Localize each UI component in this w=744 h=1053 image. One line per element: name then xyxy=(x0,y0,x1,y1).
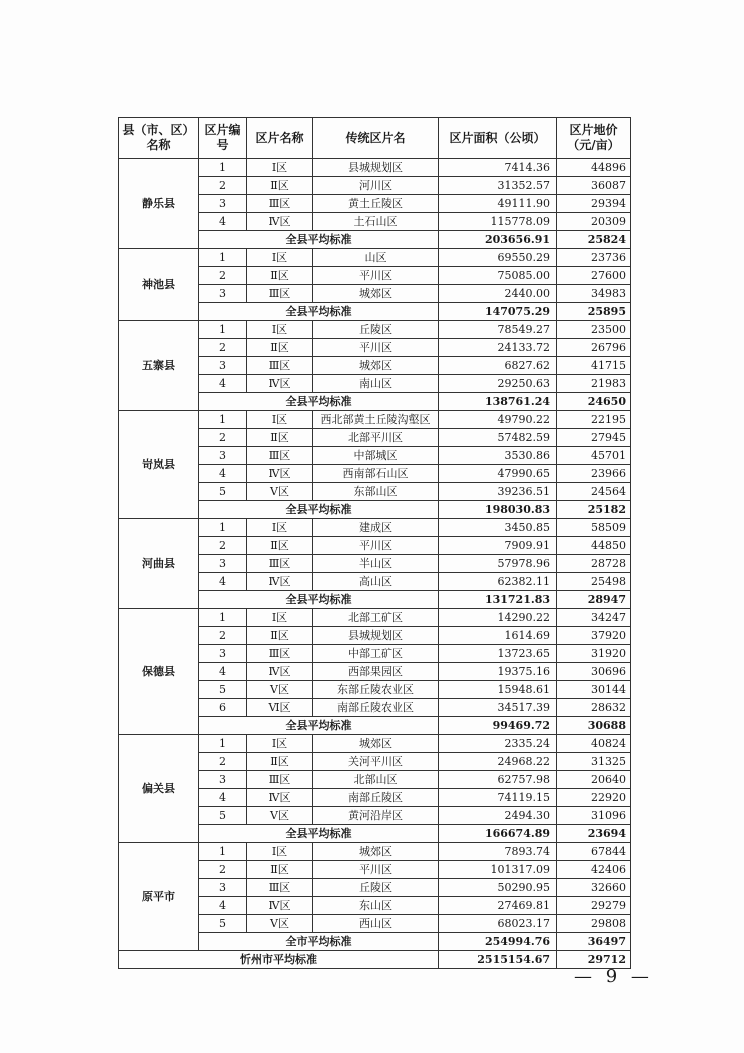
zone-name: Ⅳ区 xyxy=(247,375,313,393)
page-number: — 9 — xyxy=(574,966,653,987)
zone-area: 49790.22 xyxy=(439,411,557,429)
zone-area: 3530.86 xyxy=(439,447,557,465)
traditional-zone-name: 东山区 xyxy=(313,897,439,915)
zone-area: 78549.27 xyxy=(439,321,557,339)
zone-area: 14290.22 xyxy=(439,609,557,627)
county-name: 静乐县 xyxy=(119,159,199,249)
traditional-zone-name: 平川区 xyxy=(313,267,439,285)
header-area: 区片面积（公顷） xyxy=(439,118,557,159)
table-body xyxy=(119,159,631,969)
zone-name: Ⅳ区 xyxy=(247,663,313,681)
zone-number: 3 xyxy=(199,555,247,573)
traditional-zone-name: 南部丘陵区 xyxy=(313,789,439,807)
zone-price: 25498 xyxy=(557,573,631,591)
traditional-zone-name: 县城规划区 xyxy=(313,627,439,645)
summary-label: 全县平均标准 xyxy=(199,501,439,519)
traditional-zone-name: 南山区 xyxy=(313,375,439,393)
traditional-zone-name: 县城规划区 xyxy=(313,159,439,177)
zone-area: 19375.16 xyxy=(439,663,557,681)
zone-area: 6827.62 xyxy=(439,357,557,375)
zone-price: 42406 xyxy=(557,861,631,879)
zone-name: Ⅲ区 xyxy=(247,195,313,213)
zone-number: 3 xyxy=(199,771,247,789)
table-row xyxy=(119,159,631,177)
zone-number: 4 xyxy=(199,573,247,591)
traditional-zone-name: 丘陵区 xyxy=(313,321,439,339)
grand-total-price: 29712 xyxy=(557,951,631,969)
zone-name: Ⅰ区 xyxy=(247,519,313,537)
county-name: 原平市 xyxy=(119,843,199,951)
land-price-table xyxy=(118,117,631,969)
zone-price: 28728 xyxy=(557,555,631,573)
zone-price: 67844 xyxy=(557,843,631,861)
zone-number: 2 xyxy=(199,627,247,645)
zone-name: Ⅳ区 xyxy=(247,213,313,231)
zone-price: 21983 xyxy=(557,375,631,393)
summary-area: 166674.89 xyxy=(439,825,557,843)
zone-name: Ⅰ区 xyxy=(247,411,313,429)
summary-label: 全市平均标准 xyxy=(199,933,439,951)
zone-area: 7909.91 xyxy=(439,537,557,555)
zone-price: 34247 xyxy=(557,609,631,627)
summary-price: 36497 xyxy=(557,933,631,951)
zone-area: 13723.65 xyxy=(439,645,557,663)
zone-number: 1 xyxy=(199,411,247,429)
zone-number: 5 xyxy=(199,483,247,501)
zone-number: 3 xyxy=(199,645,247,663)
zone-area: 2440.00 xyxy=(439,285,557,303)
zone-area: 39236.51 xyxy=(439,483,557,501)
table-row xyxy=(119,249,631,267)
traditional-zone-name: 平川区 xyxy=(313,861,439,879)
zone-name: Ⅴ区 xyxy=(247,483,313,501)
grand-total-label: 忻州市平均标准 xyxy=(119,951,439,969)
zone-number: 3 xyxy=(199,879,247,897)
summary-label: 全县平均标准 xyxy=(199,717,439,735)
traditional-zone-name: 黄河沿岸区 xyxy=(313,807,439,825)
zone-area: 101317.09 xyxy=(439,861,557,879)
traditional-zone-name: 中部工矿区 xyxy=(313,645,439,663)
zone-number: 4 xyxy=(199,897,247,915)
zone-area: 24968.22 xyxy=(439,753,557,771)
zone-number: 3 xyxy=(199,447,247,465)
traditional-zone-name: 城郊区 xyxy=(313,285,439,303)
zone-number: 3 xyxy=(199,357,247,375)
summary-price: 23694 xyxy=(557,825,631,843)
zone-name: Ⅲ区 xyxy=(247,285,313,303)
traditional-zone-name: 北部山区 xyxy=(313,771,439,789)
zone-price: 36087 xyxy=(557,177,631,195)
zone-area: 75085.00 xyxy=(439,267,557,285)
zone-name: Ⅲ区 xyxy=(247,447,313,465)
header-traditional-name: 传统区片名 xyxy=(313,118,439,159)
header-price: 区片地价（元/亩） xyxy=(557,118,631,159)
county-name: 偏关县 xyxy=(119,735,199,843)
traditional-zone-name: 丘陵区 xyxy=(313,879,439,897)
zone-number: 6 xyxy=(199,699,247,717)
zone-area: 2494.30 xyxy=(439,807,557,825)
zone-number: 2 xyxy=(199,753,247,771)
traditional-zone-name: 东部山区 xyxy=(313,483,439,501)
zone-name: Ⅱ区 xyxy=(247,339,313,357)
county-name: 河曲县 xyxy=(119,519,199,609)
header-zone-number: 区片编号 xyxy=(199,118,247,159)
zone-name: Ⅳ区 xyxy=(247,573,313,591)
table-row xyxy=(119,735,631,753)
zone-area: 62757.98 xyxy=(439,771,557,789)
zone-price: 30144 xyxy=(557,681,631,699)
zone-price: 44896 xyxy=(557,159,631,177)
summary-area: 131721.83 xyxy=(439,591,557,609)
zone-price: 29394 xyxy=(557,195,631,213)
summary-price: 25895 xyxy=(557,303,631,321)
zone-price: 32660 xyxy=(557,879,631,897)
county-name: 五寨县 xyxy=(119,321,199,411)
summary-area: 203656.91 xyxy=(439,231,557,249)
traditional-zone-name: 西北部黄土丘陵沟壑区 xyxy=(313,411,439,429)
zone-price: 31325 xyxy=(557,753,631,771)
zone-price: 31920 xyxy=(557,645,631,663)
summary-area: 147075.29 xyxy=(439,303,557,321)
zone-name: Ⅰ区 xyxy=(247,159,313,177)
zone-name: Ⅴ区 xyxy=(247,681,313,699)
traditional-zone-name: 南部丘陵农业区 xyxy=(313,699,439,717)
zone-price: 20640 xyxy=(557,771,631,789)
zone-price: 58509 xyxy=(557,519,631,537)
grand-total-row xyxy=(119,951,631,969)
zone-number: 1 xyxy=(199,519,247,537)
zone-number: 2 xyxy=(199,429,247,447)
zone-number: 3 xyxy=(199,195,247,213)
traditional-zone-name: 平川区 xyxy=(313,537,439,555)
zone-area: 34517.39 xyxy=(439,699,557,717)
county-name: 岢岚县 xyxy=(119,411,199,519)
zone-number: 4 xyxy=(199,465,247,483)
zone-number: 1 xyxy=(199,843,247,861)
zone-price: 44850 xyxy=(557,537,631,555)
zone-area: 57978.96 xyxy=(439,555,557,573)
zone-number: 4 xyxy=(199,663,247,681)
zone-name: Ⅰ区 xyxy=(247,609,313,627)
traditional-zone-name: 关河平川区 xyxy=(313,753,439,771)
traditional-zone-name: 城郊区 xyxy=(313,843,439,861)
zone-number: 2 xyxy=(199,267,247,285)
traditional-zone-name: 北部工矿区 xyxy=(313,609,439,627)
zone-area: 3450.85 xyxy=(439,519,557,537)
zone-number: 5 xyxy=(199,681,247,699)
summary-price: 24650 xyxy=(557,393,631,411)
zone-name: Ⅱ区 xyxy=(247,267,313,285)
traditional-zone-name: 半山区 xyxy=(313,555,439,573)
traditional-zone-name: 西部果园区 xyxy=(313,663,439,681)
zone-price: 29808 xyxy=(557,915,631,933)
zone-price: 27600 xyxy=(557,267,631,285)
zone-area: 50290.95 xyxy=(439,879,557,897)
zone-number: 2 xyxy=(199,177,247,195)
traditional-zone-name: 西山区 xyxy=(313,915,439,933)
table-header-row xyxy=(119,118,631,159)
zone-number: 1 xyxy=(199,321,247,339)
zone-price: 45701 xyxy=(557,447,631,465)
zone-name: Ⅳ区 xyxy=(247,789,313,807)
zone-name: Ⅱ区 xyxy=(247,627,313,645)
zone-number: 2 xyxy=(199,537,247,555)
county-name: 神池县 xyxy=(119,249,199,321)
zone-price: 40824 xyxy=(557,735,631,753)
table-row xyxy=(119,843,631,861)
grand-total-area: 2515154.67 xyxy=(439,951,557,969)
traditional-zone-name: 土石山区 xyxy=(313,213,439,231)
zone-price: 28632 xyxy=(557,699,631,717)
zone-price: 23966 xyxy=(557,465,631,483)
zone-number: 1 xyxy=(199,249,247,267)
summary-area: 99469.72 xyxy=(439,717,557,735)
zone-area: 47990.65 xyxy=(439,465,557,483)
summary-area: 138761.24 xyxy=(439,393,557,411)
zone-number: 4 xyxy=(199,375,247,393)
zone-area: 1614.69 xyxy=(439,627,557,645)
traditional-zone-name: 东部丘陵农业区 xyxy=(313,681,439,699)
zone-name: Ⅵ区 xyxy=(247,699,313,717)
zone-name: Ⅲ区 xyxy=(247,771,313,789)
table-row xyxy=(119,609,631,627)
zone-area: 115778.09 xyxy=(439,213,557,231)
zone-price: 24564 xyxy=(557,483,631,501)
zone-name: Ⅴ区 xyxy=(247,807,313,825)
county-name: 保德县 xyxy=(119,609,199,735)
zone-area: 7414.36 xyxy=(439,159,557,177)
header-county: 县（市、区）名称 xyxy=(119,118,199,159)
zone-name: Ⅲ区 xyxy=(247,645,313,663)
zone-price: 23500 xyxy=(557,321,631,339)
table-row xyxy=(119,411,631,429)
zone-number: 4 xyxy=(199,213,247,231)
zone-price: 26796 xyxy=(557,339,631,357)
zone-name: Ⅱ区 xyxy=(247,177,313,195)
zone-name: Ⅳ区 xyxy=(247,897,313,915)
zone-area: 15948.61 xyxy=(439,681,557,699)
zone-name: Ⅱ区 xyxy=(247,753,313,771)
traditional-zone-name: 平川区 xyxy=(313,339,439,357)
zone-area: 2335.24 xyxy=(439,735,557,753)
zone-name: Ⅳ区 xyxy=(247,465,313,483)
traditional-zone-name: 河川区 xyxy=(313,177,439,195)
zone-area: 7893.74 xyxy=(439,843,557,861)
zone-number: 3 xyxy=(199,285,247,303)
zone-name: Ⅰ区 xyxy=(247,735,313,753)
traditional-zone-name: 山区 xyxy=(313,249,439,267)
zone-number: 5 xyxy=(199,915,247,933)
traditional-zone-name: 建成区 xyxy=(313,519,439,537)
zone-area: 68023.17 xyxy=(439,915,557,933)
traditional-zone-name: 城郊区 xyxy=(313,357,439,375)
zone-price: 34983 xyxy=(557,285,631,303)
table-row xyxy=(119,519,631,537)
summary-area: 254994.76 xyxy=(439,933,557,951)
zone-price: 20309 xyxy=(557,213,631,231)
zone-price: 22920 xyxy=(557,789,631,807)
zone-name: Ⅰ区 xyxy=(247,249,313,267)
zone-area: 69550.29 xyxy=(439,249,557,267)
zone-area: 49111.90 xyxy=(439,195,557,213)
zone-name: Ⅱ区 xyxy=(247,861,313,879)
zone-number: 2 xyxy=(199,339,247,357)
traditional-zone-name: 西南部石山区 xyxy=(313,465,439,483)
summary-price: 25182 xyxy=(557,501,631,519)
zone-number: 1 xyxy=(199,609,247,627)
zone-price: 29279 xyxy=(557,897,631,915)
summary-label: 全县平均标准 xyxy=(199,231,439,249)
zone-price: 27945 xyxy=(557,429,631,447)
traditional-zone-name: 黄土丘陵区 xyxy=(313,195,439,213)
zone-area: 29250.63 xyxy=(439,375,557,393)
zone-name: Ⅰ区 xyxy=(247,321,313,339)
zone-area: 57482.59 xyxy=(439,429,557,447)
traditional-zone-name: 北部平川区 xyxy=(313,429,439,447)
zone-number: 4 xyxy=(199,789,247,807)
zone-price: 22195 xyxy=(557,411,631,429)
traditional-zone-name: 高山区 xyxy=(313,573,439,591)
zone-area: 31352.57 xyxy=(439,177,557,195)
zone-area: 24133.72 xyxy=(439,339,557,357)
zone-name: Ⅲ区 xyxy=(247,555,313,573)
zone-number: 1 xyxy=(199,159,247,177)
zone-name: Ⅱ区 xyxy=(247,429,313,447)
zone-name: Ⅴ区 xyxy=(247,915,313,933)
table-row xyxy=(119,321,631,339)
traditional-zone-name: 中部城区 xyxy=(313,447,439,465)
zone-number: 5 xyxy=(199,807,247,825)
summary-label: 全县平均标准 xyxy=(199,825,439,843)
summary-area: 198030.83 xyxy=(439,501,557,519)
zone-name: Ⅲ区 xyxy=(247,879,313,897)
summary-price: 25824 xyxy=(557,231,631,249)
zone-number: 2 xyxy=(199,861,247,879)
zone-area: 27469.81 xyxy=(439,897,557,915)
zone-price: 31096 xyxy=(557,807,631,825)
summary-price: 30688 xyxy=(557,717,631,735)
zone-area: 74119.15 xyxy=(439,789,557,807)
traditional-zone-name: 城郊区 xyxy=(313,735,439,753)
zone-area: 62382.11 xyxy=(439,573,557,591)
zone-name: Ⅱ区 xyxy=(247,537,313,555)
summary-price: 28947 xyxy=(557,591,631,609)
summary-label: 全县平均标准 xyxy=(199,393,439,411)
zone-price: 41715 xyxy=(557,357,631,375)
zone-name: Ⅲ区 xyxy=(247,357,313,375)
zone-price: 37920 xyxy=(557,627,631,645)
zone-name: Ⅰ区 xyxy=(247,843,313,861)
header-zone-name: 区片名称 xyxy=(247,118,313,159)
summary-label: 全县平均标准 xyxy=(199,303,439,321)
summary-label: 全县平均标准 xyxy=(199,591,439,609)
zone-number: 1 xyxy=(199,735,247,753)
zone-price: 30696 xyxy=(557,663,631,681)
zone-price: 23736 xyxy=(557,249,631,267)
